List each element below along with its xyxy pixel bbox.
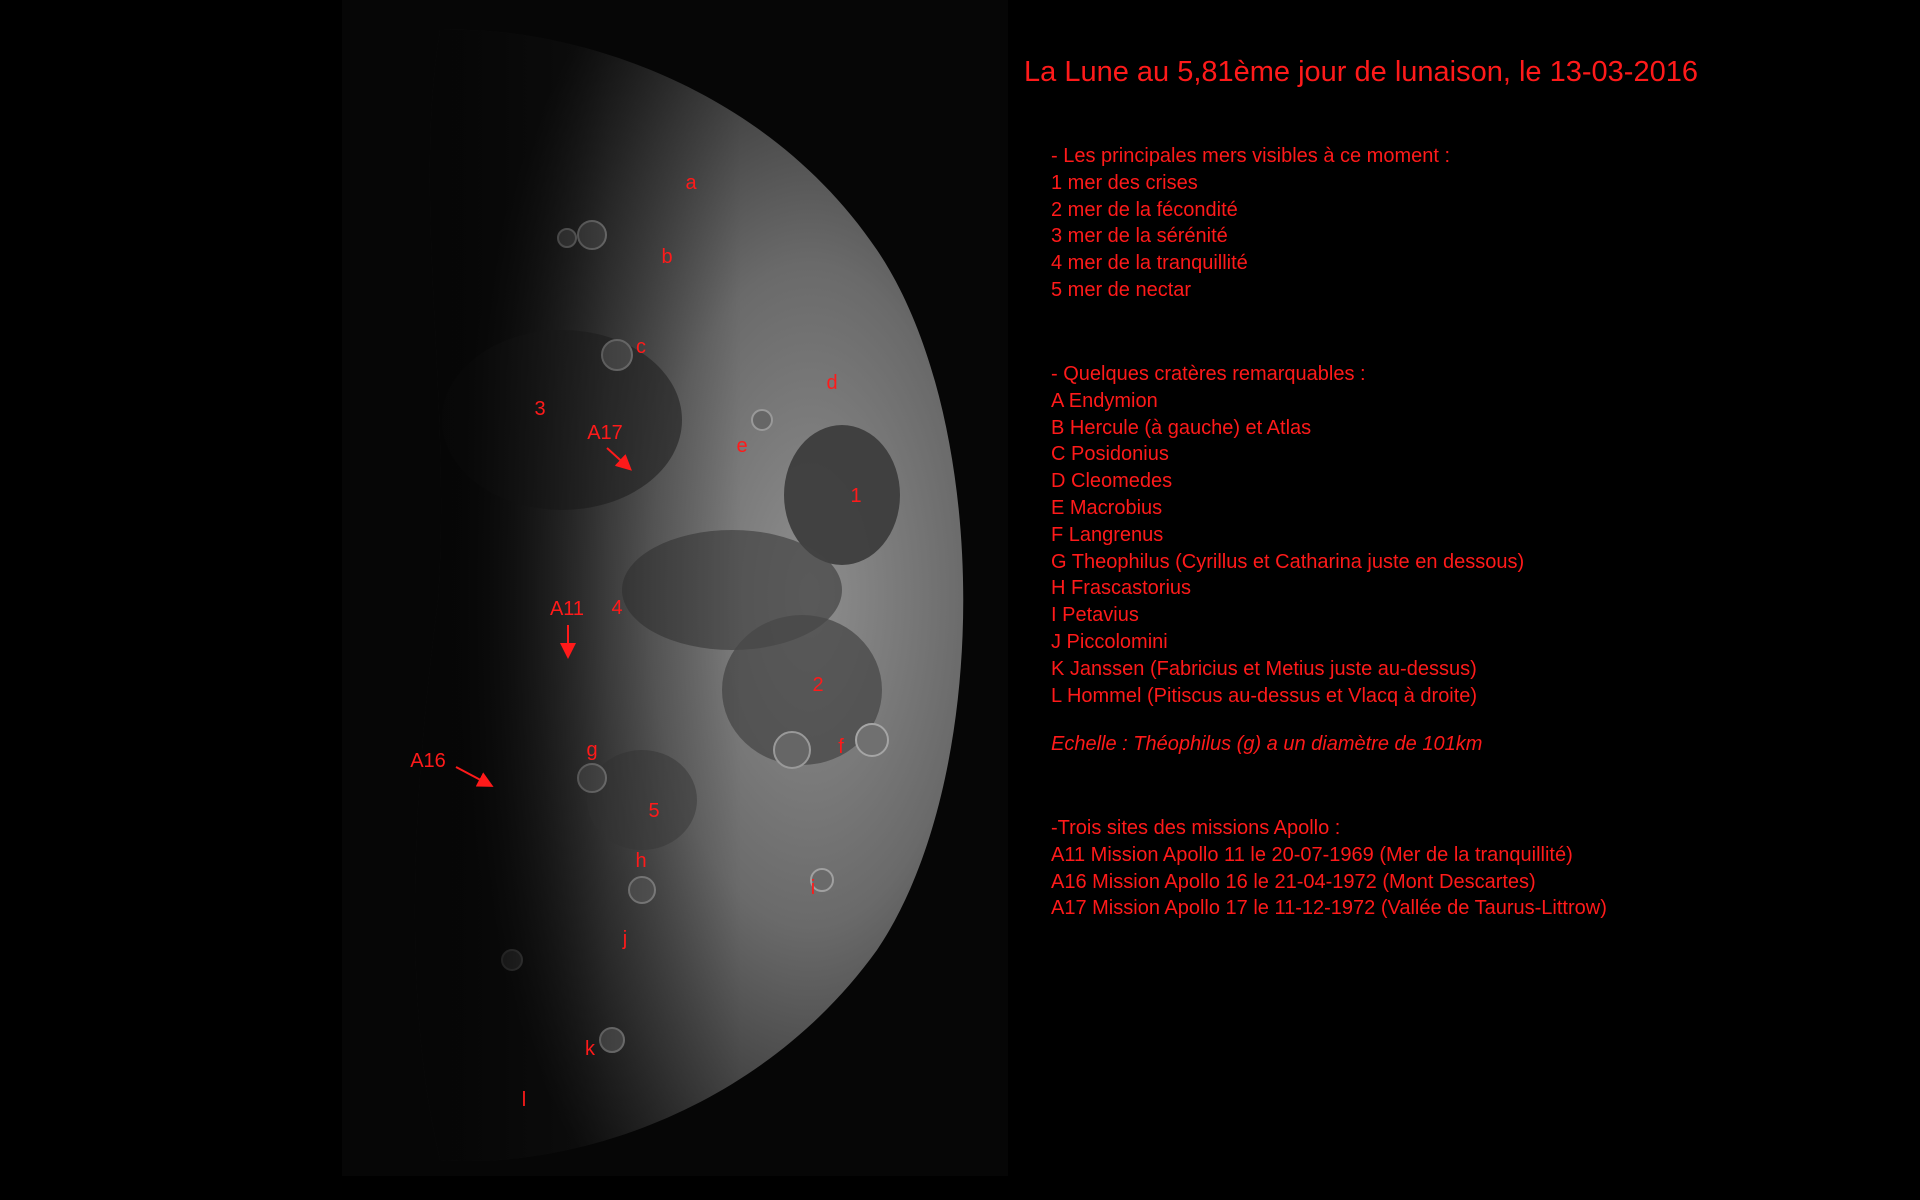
cratere-item: B Hercule (à gauche) et Atlas <box>1051 416 1312 439</box>
cratere-item: K Janssen (Fabricius et Metius juste au-dessus) <box>1051 657 1477 680</box>
crater-label-a: a <box>685 172 697 194</box>
cratere-item: G Theophilus (Cyrillus et Catharina juste en dessous) <box>1051 550 1525 573</box>
apollo-item: A11 Mission Apollo 11 le 20-07-1969 (Mer de la tranquillité) <box>1051 843 1573 866</box>
mer-item: 5 mer de nectar <box>1051 278 1192 301</box>
crater-label-l: l <box>521 1089 527 1111</box>
sea-label-2: 2 <box>812 674 824 696</box>
cratere-item: L Hommel (Pitiscus au-dessus et Vlacq à droite) <box>1051 684 1478 707</box>
crater-label-f: f <box>838 736 844 758</box>
crater-label-e: e <box>736 435 748 457</box>
mers-heading: - Les principales mers visibles à ce moment : <box>1051 145 1451 167</box>
apollo-item: A17 Mission Apollo 17 le 11-12-1972 (Vallée de Taurus-Littrow) <box>1051 897 1607 920</box>
apollo-heading: -Trois sites des missions Apollo : <box>1051 817 1341 839</box>
apollo-arrows <box>342 0 1008 1176</box>
arrow-a17 <box>607 448 629 468</box>
crater-label-b: b <box>661 246 673 268</box>
cratere-item: F Langrenus <box>1051 523 1164 546</box>
cratere-item: E Macrobius <box>1051 496 1163 519</box>
cratere-item: D Cleomedes <box>1051 470 1173 493</box>
crateres-heading: - Quelques cratères remarquables : <box>1051 363 1366 385</box>
sea-label-5: 5 <box>648 800 660 822</box>
scale-note: Echelle : Théophilus (g) a un diamètre de 101km <box>1051 733 1483 755</box>
mers-section <box>1051 143 1450 304</box>
crater-label-k: k <box>585 1038 595 1060</box>
crateres-section <box>1051 361 1524 709</box>
arrow-a16 <box>456 767 490 785</box>
mer-item: 1 mer des crises <box>1051 171 1198 194</box>
apollo-label-a11: A11 <box>549 598 585 620</box>
cratere-item: A Endymion <box>1051 389 1158 412</box>
apollo-label-a16: A16 <box>410 750 446 772</box>
crater-label-c: c <box>636 336 646 358</box>
apollo-label-a17: A17 <box>587 422 623 444</box>
crater-label-g: g <box>586 739 598 761</box>
moon-photo-panel <box>342 0 1008 1176</box>
cratere-item: H Frascastorius <box>1051 577 1192 600</box>
crater-label-j: j <box>622 928 628 950</box>
mer-item: 3 mer de la sérénité <box>1051 225 1228 248</box>
cratere-item: I Petavius <box>1051 604 1139 627</box>
sea-label-1: 1 <box>850 485 862 507</box>
mer-item: 2 mer de la fécondité <box>1051 198 1238 221</box>
crater-label-h: h <box>635 850 647 872</box>
sea-label-4: 4 <box>611 597 623 619</box>
cratere-item: C Posidonius <box>1051 443 1169 466</box>
crater-label-d: d <box>826 372 838 394</box>
sea-label-3: 3 <box>534 398 546 420</box>
crater-label-i: i <box>810 877 816 899</box>
apollo-section <box>1051 815 1607 922</box>
page-title: La Lune au 5,81ème jour de lunaison, le 13-03-2016 <box>1024 56 1698 88</box>
cratere-item: J Piccolomini <box>1051 630 1168 653</box>
mer-item: 4 mer de la tranquillité <box>1051 252 1248 275</box>
apollo-item: A16 Mission Apollo 16 le 21-04-1972 (Mont Descartes) <box>1051 870 1536 893</box>
